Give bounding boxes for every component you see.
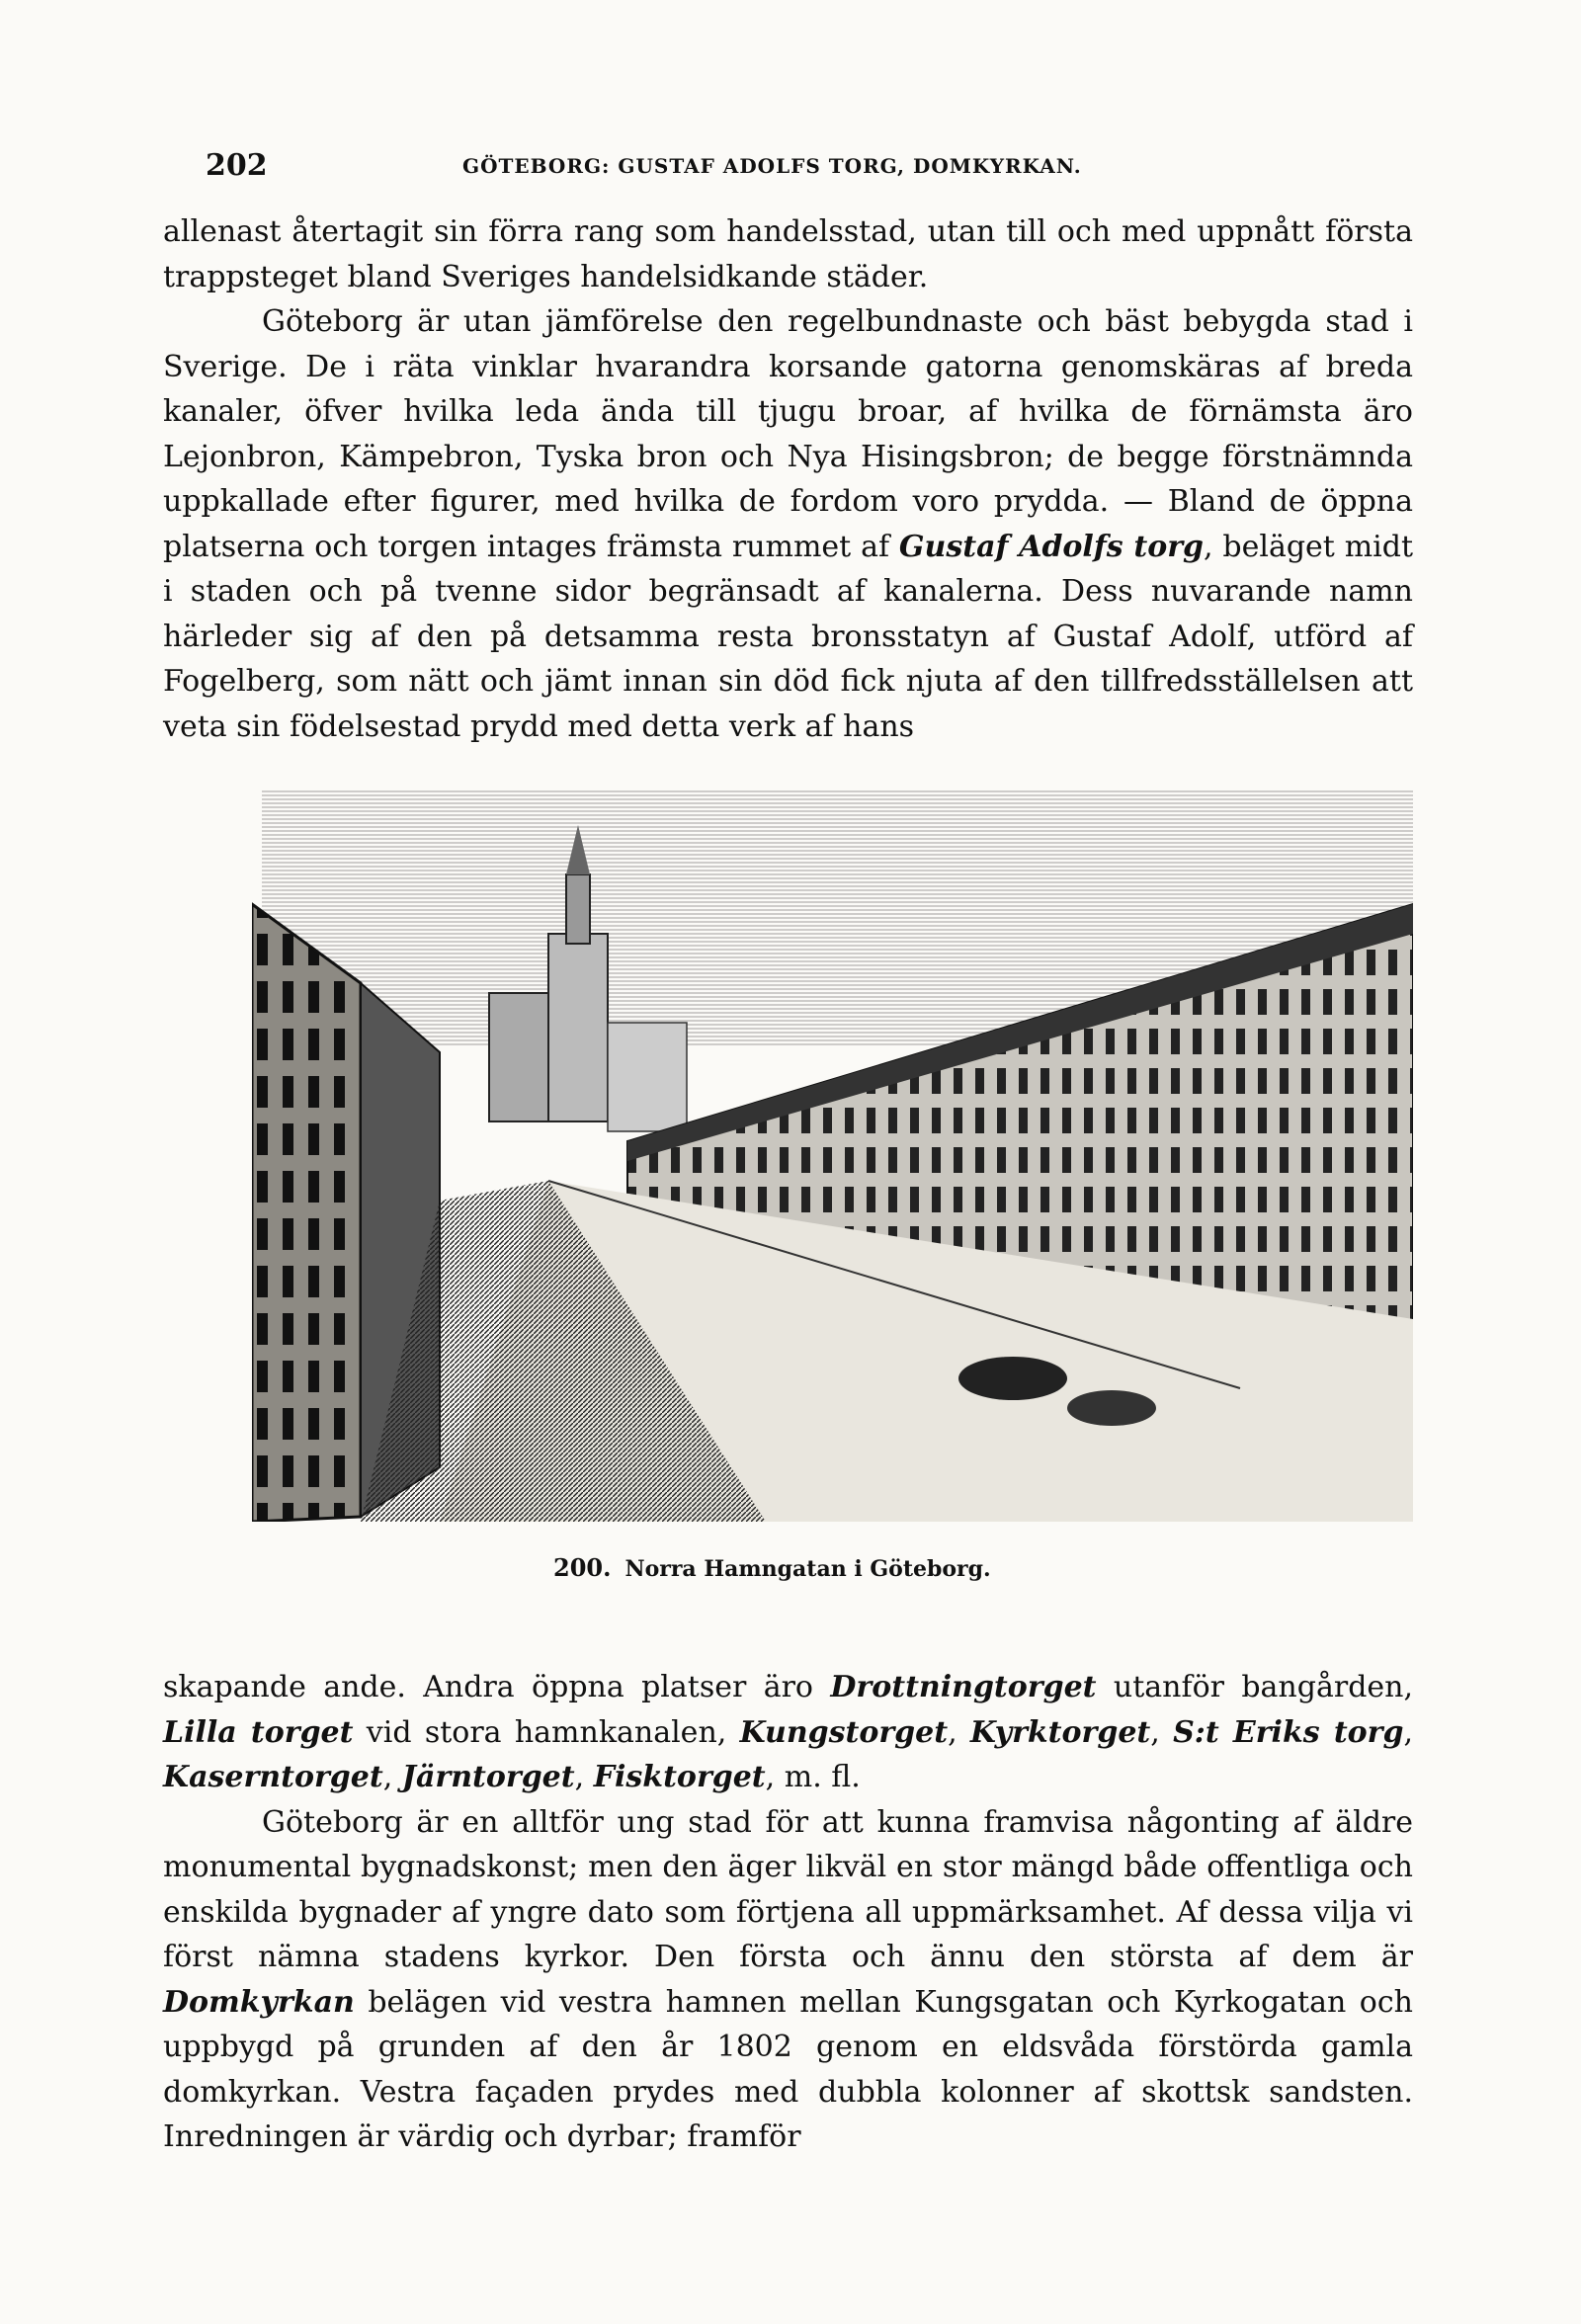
engraving-illustration [252, 786, 1413, 1522]
figure-caption-text: Norra Hamngatan i Göteborg. [624, 1556, 991, 1582]
paragraph-4: Göteborg är en alltför ung stad för att kunna framvisa någonting af äldre monumental bygnadskonst; men den äger likväl en stor mängd både offentliga och enskilda bygnader af yngre dato som förtjena all uppmärksamhet. Af dessa vilja vi först nämna stadens kyrkor. Den första och ännu den största af dem är Domkyrkan belägen vid vestra hamnen mellan Kungsgatan och Kyrkogatan och uppbygd på grunden af den år 1802 genom en eldsvåda förstörda gamla domkyrkan. Vestra façaden prydes med dubbla kolonner af skottsk sandsten. Inredningen är värdig och dyrbar; framför [163, 1804, 1413, 2154]
emphasis-gustaf-adolfs-torg: Gustaf Adolfs torg [898, 529, 1205, 564]
paragraph-3: skapande ande. Andra öppna platser äro Drottningtorget utanför bangården, Lilla torget vid stora hamnkanalen, Kungstorget, Kyrktorget, S:t Eriks torg, Kaserntorget, Järntorget, Fisktorget, m. fl. [163, 1670, 1414, 1794]
page-header [206, 148, 1421, 188]
lower-text [163, 1665, 1413, 2160]
paragraph-1: allenast återtagit sin förra rang som handelsstad, utan till och med uppnått första trappsteget bland Sveriges handelsidkande städer. [163, 214, 1413, 294]
emphasis-domkyrkan: Domkyrkan [163, 1984, 355, 2020]
page-number: 202 [206, 148, 268, 183]
running-title: GÖTEBORG: GUSTAF ADOLFS TORG, DOMKYRKAN. [462, 154, 1082, 178]
paragraph-2: Göteborg är utan jämförelse den regelbundnaste och bäst bebygda stad i Sverige. De i räta vinklar hvarandra korsande gatorna genomskäras af breda kanaler, öfver hvilka leda ända till tjugu broar, af hvilka de förnämsta äro Lejonbron, Kämpebron, Tyska bron och Nya Hisingsbron; de begge förstnämnda uppkallade efter figurer, med hvilka de fordom voro prydda. — Bland de öppna platserna och torgen intages främsta rummet af Gustaf Adolfs torg, beläget midt i staden och på tvenne sidor begränsadt af kanalerna. Dess nuvarande namn härleder sig af den på detsamma resta bronsstatyn af Gustaf Adolf, utförd af Fogelberg, som nätt och jämt innan sin död fick njuta af den tillfredsställelsen att veta sin födelsestad prydd med detta verk af hans [163, 304, 1413, 744]
upper-text [163, 209, 1413, 749]
figure-caption [553, 1553, 991, 1582]
figure-number: 200. [553, 1553, 612, 1582]
